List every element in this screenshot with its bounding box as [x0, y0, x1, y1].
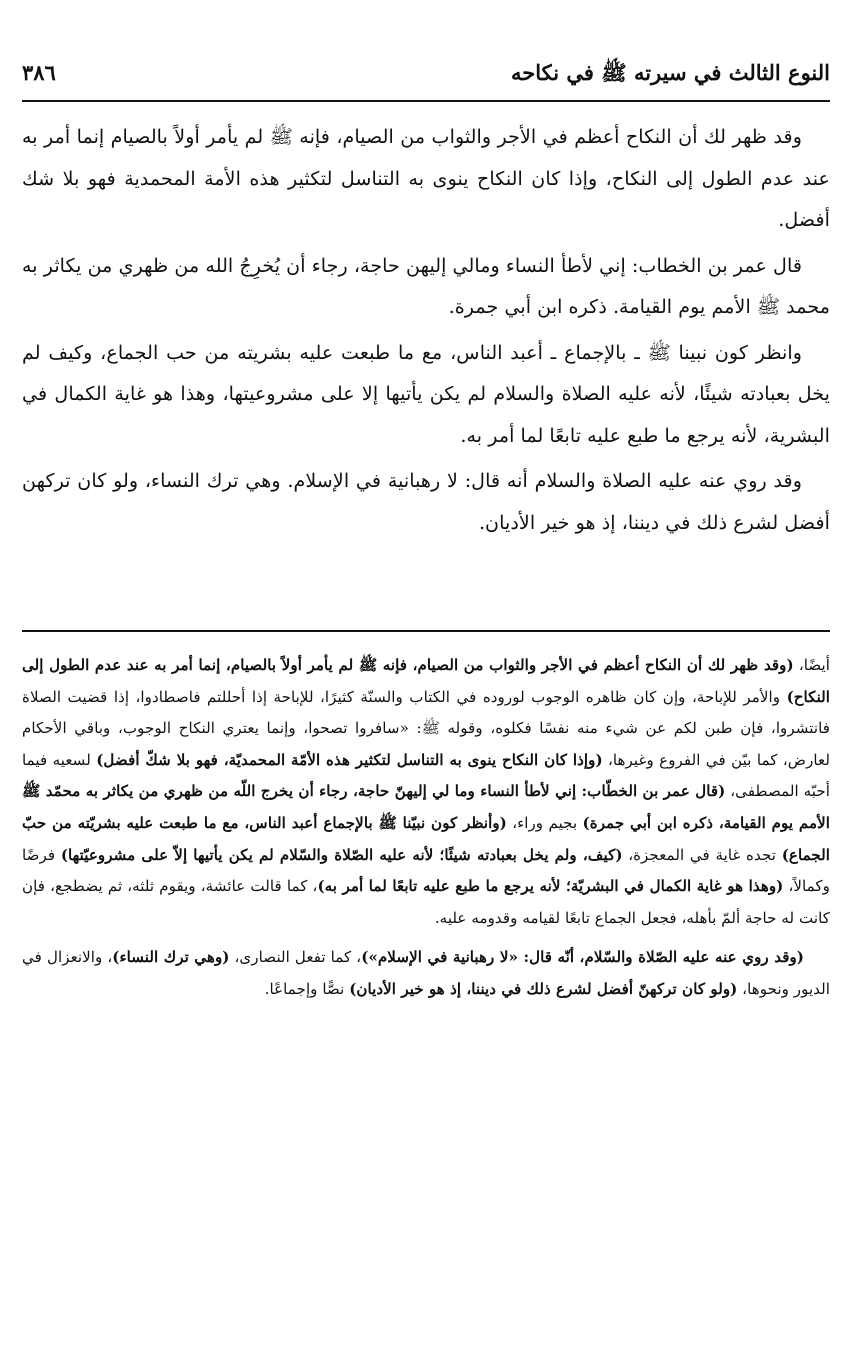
commentary-segment: تجده غاية في المعجزة،	[622, 845, 782, 864]
commentary-paragraph	[22, 942, 830, 1005]
main-paragraph: وقد روي عنه عليه الصلاة والسلام أنه قال: لا رهبانية في الإسلام. وهي ترك النساء، ولو كان تركهن أفضل لشرع ذلك في ديننا، إذ هو خير الأديان.	[22, 469, 830, 534]
commentary-segment: نصًّا وإجماعًا.	[264, 979, 350, 998]
commentary-segment: ، كما قالت عائشة، ويقوم ثلثه، ثم يضطجع، فإن كانت له حاجة ألمّ بأهله، فجعل الجماع تابعًا لقيامه وقدومه عليه.	[22, 877, 830, 927]
page-header	[22, 60, 830, 91]
commentary-segment: فرضًا وكمالاً،	[22, 845, 830, 896]
commentary-segment: أيضًا،	[793, 656, 830, 674]
commentary-segment: والأمر للإباحة، وإن كان ظاهره الوجوب لوروده في الكتاب والسنّة كثيرًا، للإباحة إذا أحللتم فاصطادوا، إذا قضيت الصلاة فانتشروا، فإن طبن لكم عن شيء منه نفسًا فكلوه، وقوله ﷺ: «سافروا تصحوا، وإنما يعتري النكاح الوجوب، وباقي الأحكام لعارض، كما بيّن في الفروع وغيرها،	[22, 687, 831, 769]
main-paragraph: وقد ظهر لك أن النكاح أعظم في الأجر والثواب من الصيام، فإنه ﷺ لم يأمر أولاً بالصيام إنما أمر به عند عدم الطول إلى النكاح، وإذا كان النكاح ينوى به التناسل لتكثير هذه الأمة المحمدية فهو بلا شك أفضل.	[22, 125, 830, 231]
main-paragraph: قال عمر بن الخطاب: إني لأطأ النساء ومالي إليهن حاجة، رجاء أن يُخرِجُ الله من ظهري من يكاثر به محمد ﷺ الأمم يوم القيامة. ذكره ابن أبي جمرة.	[22, 253, 830, 318]
quoted-main-text: (وإذا كان النكاح ينوى به التناسل لتكثير هذه الأمّة المحمديّة، فهو بلا شكّ أفضل)	[96, 750, 603, 769]
header-divider	[22, 100, 830, 102]
quoted-main-text: (وقد روي عنه عليه الصّلاة والسّلام، أنّه قال: «لا رهبانية في الإسلام»)	[361, 948, 804, 967]
quoted-main-text: (وقد ظهر لك أن النكاح أعظم في الأجر والثواب من الصيام، فإنه ﷺ لم يأمر أولاً بالصيام، إنما أمر به عند عدم الطول إلى النكاح)	[22, 656, 830, 706]
commentary-divider	[22, 630, 830, 632]
quoted-main-text: (وهي ترك النساء)	[112, 948, 230, 967]
main-text	[22, 116, 830, 547]
commentary-paragraph	[22, 650, 830, 934]
quoted-main-text: (قال عمر بن الخطّاب: إني لأطأ النساء وما لي إليهنّ حاجة، رجاء أن يخرج اللّه من ظهري من يكاثر به محمّد ﷺ الأمم يوم القيامة، ذكره ابن أبي جمرة)	[22, 782, 830, 832]
commentary-segment: لسعيه فيما أحبّه المصطفى،	[22, 750, 830, 801]
quoted-main-text: (ولو كان تركهنّ أفضل لشرع ذلك في ديننا، إذ هو خير الأديان)	[349, 979, 738, 998]
main-paragraph: وانظر كون نبينا ﷺ ـ بالإجماع ـ أعبد الناس، مع ما طبعت عليه بشريته من حب الجماع، وكيف لم يخل بعبادته شيئًا، لأنه عليه الصلاة والسلام لم يكن يأتيها إلا على مشروعيتها، وهذا هو غاية الكمال في البشرية، لأنه يرجع ما طبع عليه تابعًا لما أمر به.	[22, 340, 830, 447]
page-number: ٣٨٦	[22, 60, 56, 85]
running-title: النوع الثالث في سيرته ﷺ في نكاحه	[511, 60, 830, 85]
commentary-segment: ، كما تفعل النصارى،	[229, 948, 362, 967]
commentary-text	[22, 650, 830, 1012]
commentary-segment: بجيم وراء،	[506, 813, 583, 832]
quoted-main-text: (وهذا هو غاية الكمال في البشريّة؛ لأنه يرجع ما طبع عليه تابعًا لما أمر به)	[317, 877, 784, 896]
quoted-main-text: (وأنظر كون نبيّنا ﷺ بالإجماع أعبد الناس، مع ما طبعت عليه بشريّته من حبّ الجماع)	[22, 813, 831, 864]
quoted-main-text: (كيف، ولم يخل بعبادته شيئًا؛ لأنه عليه الصّلاة والسّلام لم يكن يأتيها إلاّ على مشروعيّتها)	[60, 845, 623, 864]
commentary-segment: ، والانعزال في الديور ونحوها،	[22, 948, 830, 998]
